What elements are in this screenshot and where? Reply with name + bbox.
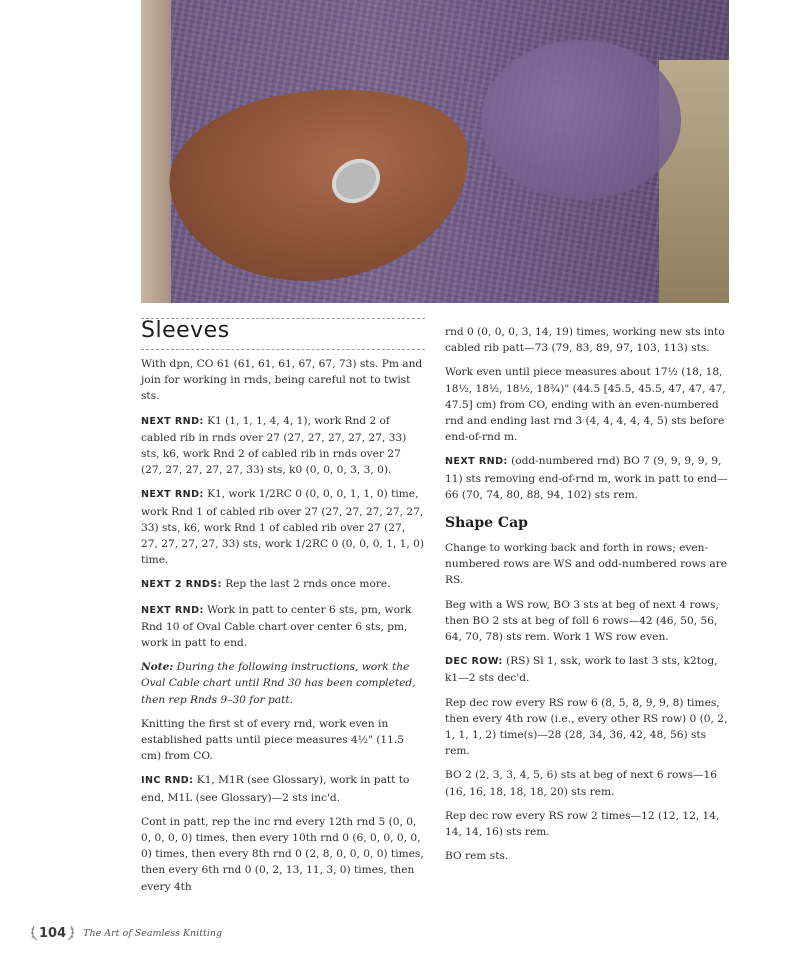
subsection-title: Shape Cap [445,515,528,531]
paragraph [141,814,425,895]
book-title: The Art of Seamless Knitting [83,927,223,939]
paragraph [445,453,733,503]
left-column [141,356,425,895]
photo-background-left [141,0,171,303]
paragraph-text: K1 (1, 1, 1, 4, 4, 1), work Rnd 2 of cabled rib in rnds over 27 (27, 27, 27, 27, 27, 33) sts, k6, work Rnd 2 of cabled rib in rnds over 27 (27, 27, 27, 27, 27, 33) sts, k0 (0, 0, 0, 3, 3, 0). [141,414,407,477]
paragraph-text: K1, M1R (see Glossary), work in patt to end, M1L (see Glossary)—2 sts inc'd. [141,774,410,804]
paragraph-text: (odd-numbered rnd) BO 7 (9, 9, 9, 9, 9, 11) sts removing end-of-rnd m, work in patt to end—66 (70, 74, 80, 88, 94, 102) sts rem. [445,455,728,501]
note-label: Note: [141,661,174,674]
paragraph [445,808,733,840]
instruction-label: NEXT 2 RNDS: [141,579,222,591]
right-column [445,324,733,503]
instruction-label: DEC ROW: [445,656,503,668]
instruction-label: NEXT RND: [445,456,508,468]
paragraph [445,597,733,646]
hand [159,70,483,300]
page-footer [30,925,222,941]
paragraph [445,653,733,686]
paragraph [141,356,425,405]
paragraph-text: Rep dec row every RS row 2 times—12 (12, 12, 14, 14, 14, 16) sts rem. [445,809,720,839]
sleeve-cuff [481,40,681,200]
paragraph-text: Rep dec row every RS row 6 (8, 5, 8, 9, 9, 8) times, then every 4th row (i.e., every other RS row) 0 (0, 2, 1, 1, 1, 2) time(s)—28 (28, 34, 36, 42, 48, 56) sts rem. [445,696,728,758]
sweater-sleeve-photo [141,0,729,303]
paragraph [141,576,425,593]
paragraph-text: BO 2 (2, 3, 3, 4, 5, 6) sts at beg of next 6 rows—16 (16, 16, 18, 18, 18, 20) sts rem. [445,769,718,798]
paragraph [141,602,425,652]
paragraph [141,486,425,568]
instruction-label: NEXT RND: [141,489,204,501]
paragraph [445,540,733,589]
section-rule-bottom [141,349,425,350]
note-text: During the following instructions, work the Oval Cable chart until Rnd 30 has been completed, then rep Rnds 9–30 for patt. [141,661,416,706]
paragraph [445,695,733,760]
paragraph-text: BO rem sts. [445,850,509,863]
laurel-right-icon [67,925,75,941]
paragraph-text: Change to working back and forth in rows; even-numbered rows are WS and odd-numbered rows are RS. [445,542,728,587]
paragraph-text: Work in patt to center 6 sts, pm, work Rnd 10 of Oval Cable chart over center 6 sts, pm, work in patt to end. [141,603,412,650]
note-paragraph [141,659,425,708]
paragraph [141,772,425,805]
paragraph [141,413,425,479]
paragraph-text: Knitting the first st of every rnd, work even in established patts until piece measures 4½" (11.5 cm) from CO. [141,717,404,763]
paragraph-text: Work even until piece measures about 17½ (18, 18, 18½, 18½, 18½, 18¾)" (44.5 [45.5, 45.5, 47, 47, 47, 47.5] cm) from CO, ending with an even-numbered rnd and ending last rnd 3 (4, 4, 4, 4, 4, 5) sts before end-of-rnd m. [445,366,726,444]
paragraph [445,364,733,445]
instruction-label: INC RND: [141,775,194,787]
right-column-shape-cap [445,540,733,864]
paragraph-text: Rep the last 2 rnds once more. [225,578,391,591]
paragraph [445,848,733,864]
instruction-label: NEXT RND: [141,604,204,616]
paragraph-text: Beg with a WS row, BO 3 sts at beg of next 4 rows, then BO 2 sts at beg of foll 6 rows—42 (46, 50, 56, 64, 70, 78) sts rem. Work 1 WS row even. [445,598,719,644]
instruction-label: NEXT RND: [141,415,204,427]
paragraph-text: rnd 0 (0, 0, 0, 3, 14, 19) times, working new sts into cabled rib patt—73 (79, 83, 89, 97, 103, 113) sts. [445,326,725,355]
paragraph-text: With dpn, CO 61 (61, 61, 61, 67, 67, 73) sts. Pm and join for working in rnds, being careful not to twist sts. [141,358,423,403]
page-number: 104 [39,925,67,941]
paragraph [445,767,733,799]
paragraph [445,324,733,356]
paragraph-text: K1, work 1/2RC 0 (0, 0, 0, 1, 1, 0) time, work Rnd 1 of cabled rib over 27 (27, 27, 27, 27, 27, 33) sts, k6, work Rnd 1 of cabled rib over 27 (27, 27, 27, 27, 27, 33) sts, work 1/2RC 0 (0, 0, 0, 1, 1, 0) time. [141,488,424,567]
section-title: Sleeves [141,318,230,343]
laurel-left-icon [30,925,38,941]
paragraph [141,716,425,765]
paragraph-text: (RS) Sl 1, ssk, work to last 3 sts, k2tog, k1—2 sts dec'd. [445,655,718,685]
paragraph-text: Cont in patt, rep the inc rnd every 12th rnd 5 (0, 0, 0, 0, 0, 0) times, then every 10th rnd 0 (6, 0, 0, 0, 0, 0) times, then every 8th rnd 0 (2, 8, 0, 0, 0, 0) times, then every 6th rnd 0 (0, 2, 13, 11, 3, 0) times, then every 4th [141,815,424,893]
